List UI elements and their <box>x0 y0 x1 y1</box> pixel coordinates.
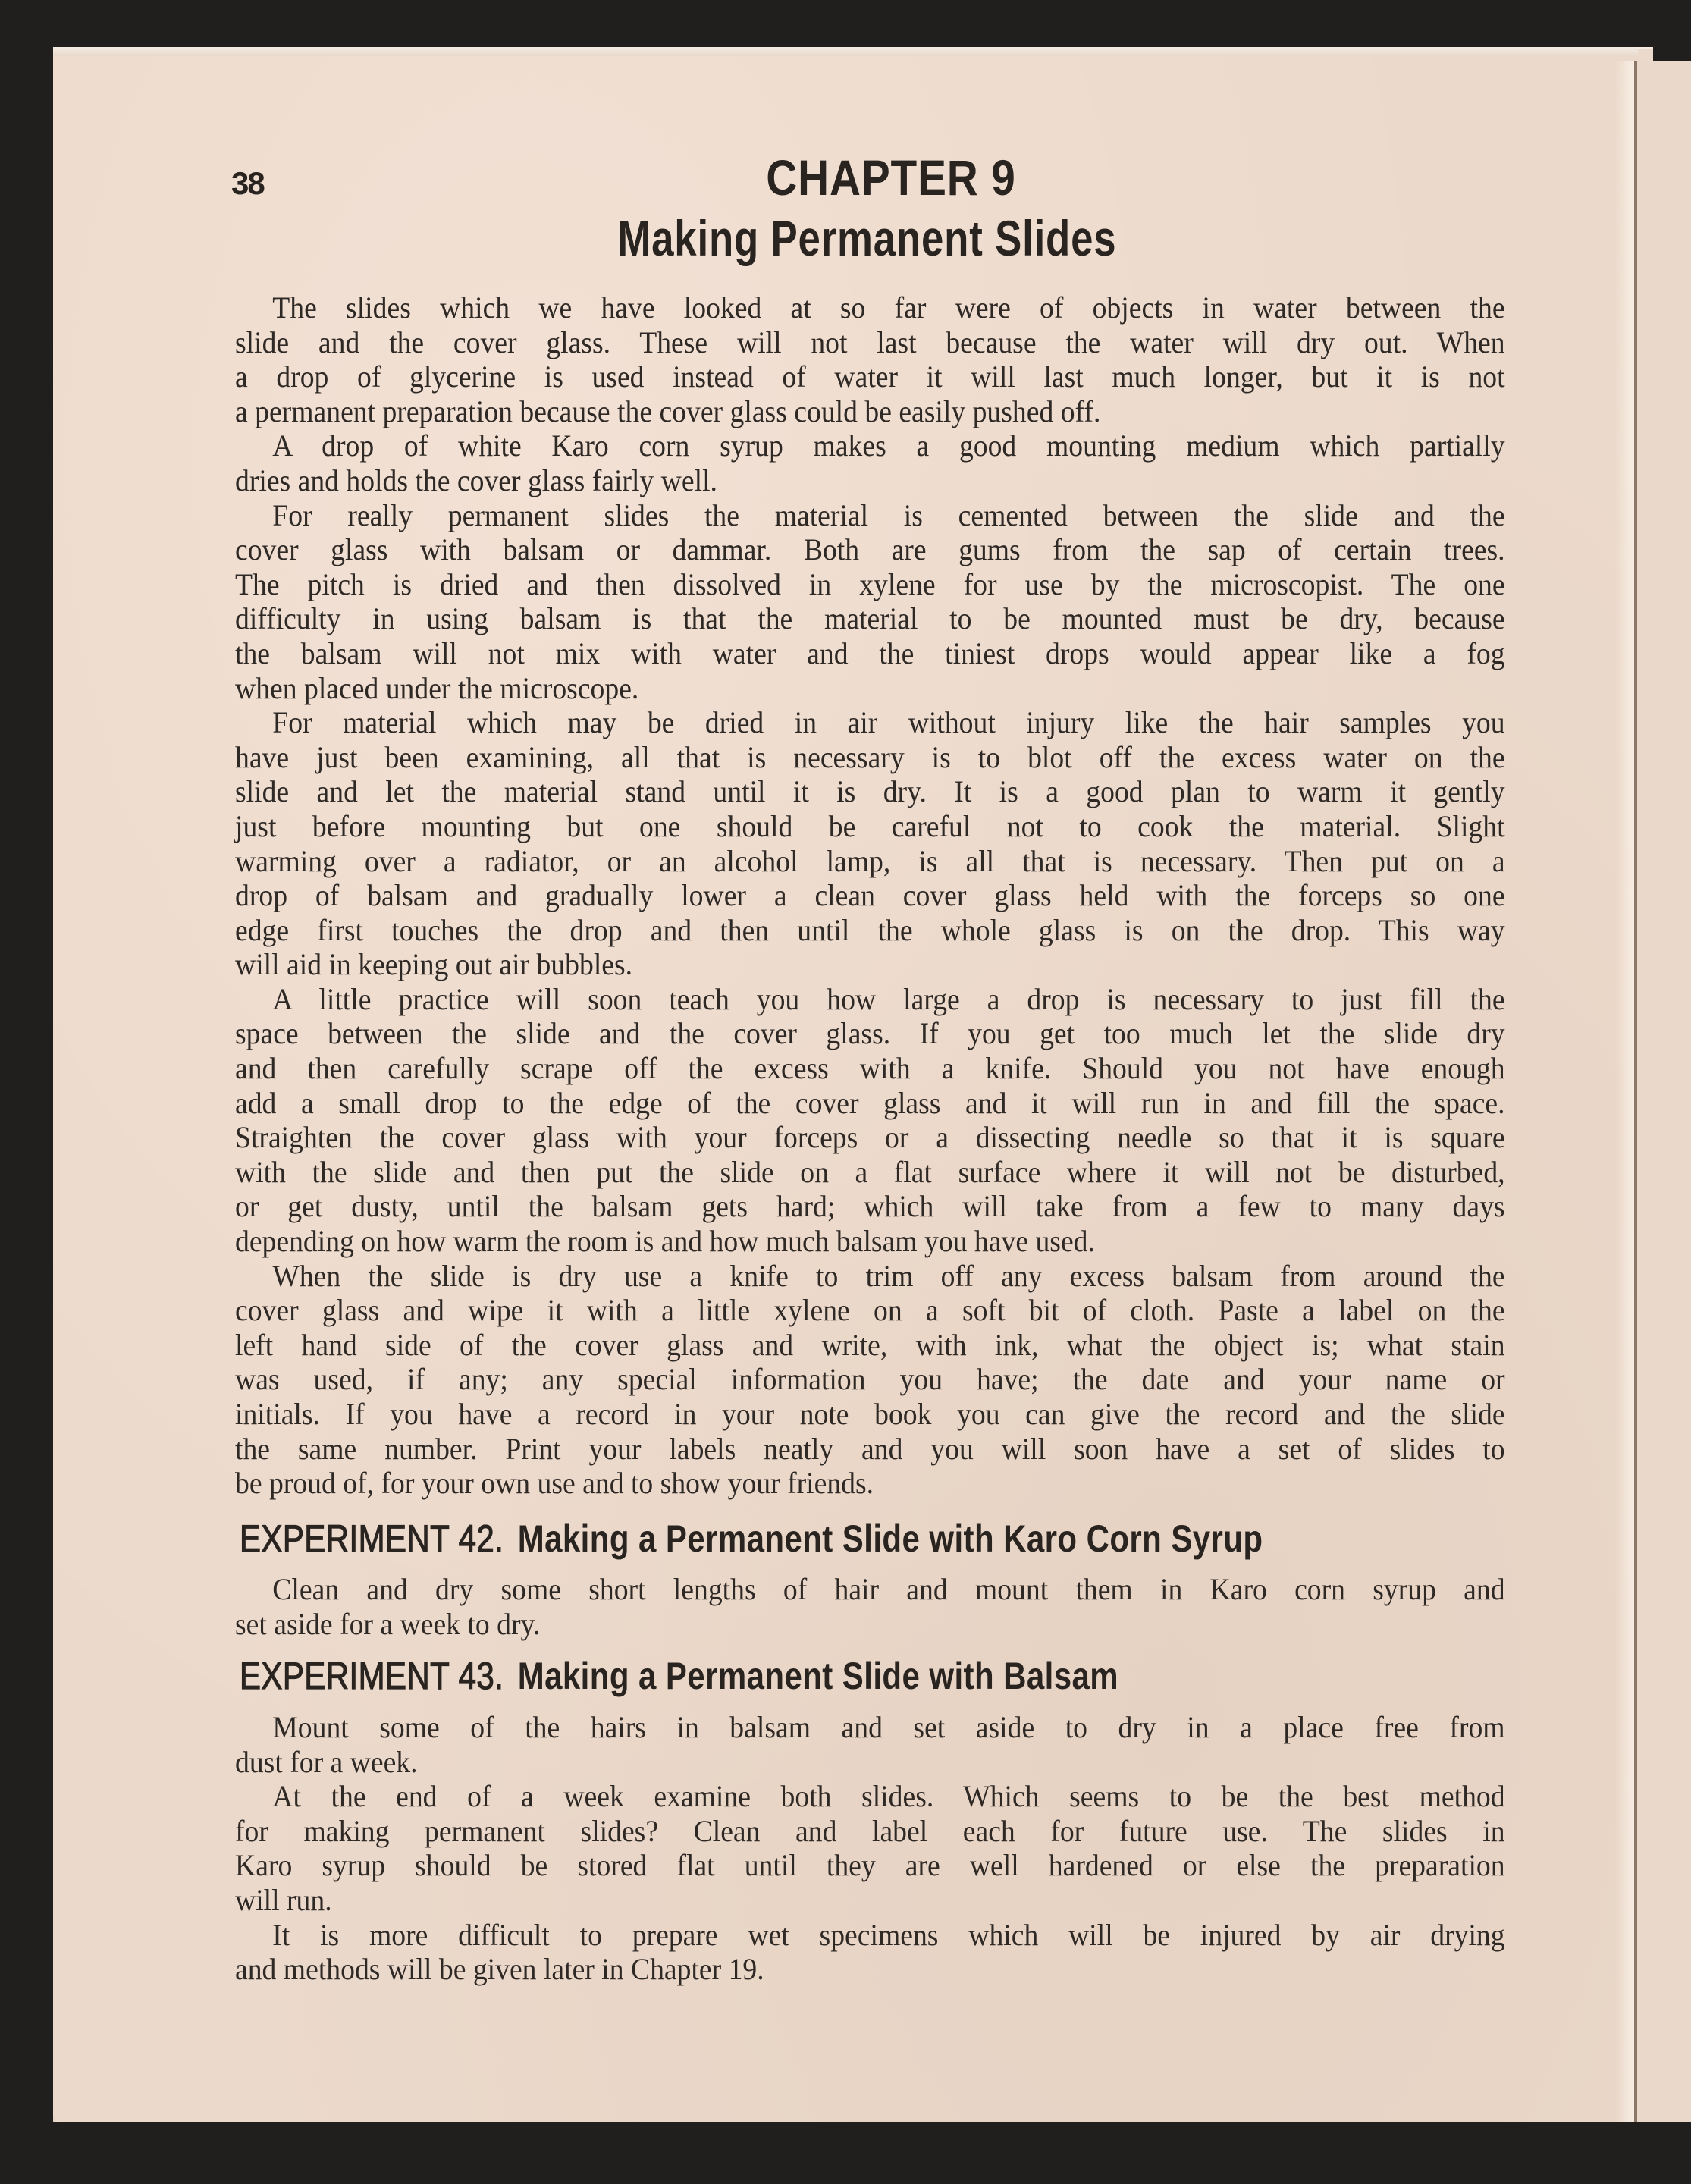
text-line: space between the slide and the cover glass. If you get too much let the slide dry <box>235 1016 1505 1051</box>
paragraph <box>235 1779 1505 1917</box>
text-line: for making permanent slides? Clean and label each for future use. The slides in <box>235 1813 1505 1848</box>
text-line: A drop of white Karo corn syrup makes a good mounting medium which partially <box>272 428 1505 463</box>
experiment-title: Making a Permanent Slide with Karo Corn Syrup <box>517 1517 1263 1560</box>
text-line: will run. <box>235 1882 332 1917</box>
text-line: A little practice will soon teach you how large a drop is necessary to just fill the <box>272 981 1505 1016</box>
text-line: Straighten the cover glass with your forceps or a dissecting needle so that it is square <box>235 1120 1505 1155</box>
text-line: be proud of, for your own use and to show your friends. <box>235 1466 874 1501</box>
text-line: edge first touches the drop and then until the whole glass is on the drop. This way <box>235 912 1505 947</box>
text-line: cover glass with balsam or dammar. Both are gums from the sap of certain trees. <box>235 532 1505 567</box>
gutter-shade <box>1615 61 1634 2122</box>
experiment-heading <box>240 1654 1118 1698</box>
page-top-edge <box>53 47 1638 56</box>
text-line: just before mounting but one should be careful not to cook the material. Slight <box>235 808 1505 843</box>
text-line: The pitch is dried and then dissolved in xylene for use by the microscopist. The one <box>235 566 1505 601</box>
text-line: The slides which we have looked at so far were of objects in water between the <box>272 290 1505 325</box>
text-line: difficulty in using balsam is that the material to be mounted must be dry, because <box>235 601 1505 636</box>
text-line: when placed under the microscope. <box>235 670 639 705</box>
text-line: with the slide and then put the slide on a flat surface where it will not be disturbed, <box>235 1154 1505 1189</box>
chapter-title: Making Permanent Slides <box>617 210 1117 266</box>
paragraph <box>235 705 1505 982</box>
text-line: left hand side of the cover glass and write, with ink, what the object is; what stain <box>235 1327 1505 1362</box>
text-line: add a small drop to the edge of the cover glass and it will run in and fill the space. <box>235 1085 1505 1120</box>
page-number: 38 <box>231 165 264 201</box>
experiment-number: EXPERIMENT 42. <box>240 1517 504 1560</box>
text-line: Clean and dry some short lengths of hair and mount them in Karo corn syrup and <box>272 1572 1505 1606</box>
text-line: set aside for a week to dry. <box>235 1606 541 1641</box>
text-line: and methods will be given later in Chapter 19. <box>235 1952 764 1987</box>
experiment-title: Making a Permanent Slide with Balsam <box>517 1655 1119 1697</box>
text-line: depending on how warm the room is and how much balsam you have used. <box>235 1224 1095 1259</box>
text-line: Karo syrup should be stored flat until they are well hardened or else the preparation <box>235 1848 1505 1883</box>
chapter-body <box>235 290 1505 1501</box>
text-line: have just been examining, all that is necessary is to blot off the excess water on the <box>235 739 1505 774</box>
experiment-body <box>235 1572 1505 1641</box>
text-line: the balsam will not mix with water and the tiniest drops would appear like a fog <box>235 635 1505 670</box>
text-line: At the end of a week examine both slides. Which seems to be the best method <box>272 1779 1505 1814</box>
text-line: For really permanent slides the material is cemented between the slide and the <box>272 497 1505 532</box>
paragraph <box>235 290 1505 428</box>
text-line: or get dusty, until the balsam gets hard; which will take from a few to many days <box>235 1189 1505 1224</box>
paragraph <box>235 1572 1505 1641</box>
text-line: cover glass and wipe it with a little xylene on a soft bit of cloth. Paste a label on the <box>235 1293 1505 1328</box>
paragraph <box>235 498 1505 706</box>
text-line: a permanent preparation because the cover glass could be easily pushed off. <box>235 394 1101 428</box>
experiment-body <box>235 1710 1505 1987</box>
paragraph <box>235 1710 1505 1779</box>
paragraph <box>235 982 1505 1259</box>
text-line: For material which may be dried in air without injury like the hair samples you <box>272 705 1505 740</box>
text-line: It is more difficult to prepare wet specimens which will be injured by air drying <box>272 1917 1505 1952</box>
text-line: was used, if any; any special information you have; the date and your name or <box>235 1362 1505 1397</box>
text-line: slide and the cover glass. These will not last because the water will dry out. When <box>235 325 1505 359</box>
paragraph <box>235 1259 1505 1501</box>
text-line: slide and let the material stand until it is dry. It is a good plan to warm it gently <box>235 774 1505 809</box>
text-line: dries and holds the cover glass fairly well. <box>235 463 717 497</box>
paragraph <box>235 1918 1505 1987</box>
facing-page-edge <box>1637 61 1691 2122</box>
text-line: the same number. Print your labels neatly and you will soon have a set of slides to <box>235 1431 1505 1466</box>
text-line: initials. If you have a record in your note book you can give the record and the slide <box>235 1397 1505 1431</box>
text-line: and then carefully scrape off the excess with a knife. Should you not have enough <box>235 1051 1505 1086</box>
text-line: dust for a week. <box>235 1744 418 1779</box>
experiment-number: EXPERIMENT 43. <box>240 1655 504 1697</box>
experiment-heading <box>240 1517 1263 1561</box>
text-line: When the slide is dry use a knife to trim off any excess balsam from around the <box>272 1258 1505 1293</box>
text-line: Mount some of the hairs in balsam and set aside to dry in a place free from <box>272 1710 1505 1744</box>
chapter-label: CHAPTER 9 <box>766 149 1016 206</box>
text-line: warming over a radiator, or an alcohol lamp, is all that is necessary. Then put on a <box>235 843 1505 878</box>
text-line: a drop of glycerine is used instead of water it will last much longer, but it is not <box>235 359 1505 394</box>
paragraph <box>235 428 1505 497</box>
text-line: drop of balsam and gradually lower a clean cover glass held with the forceps so one <box>235 878 1505 913</box>
text-line: will aid in keeping out air bubbles. <box>235 947 633 982</box>
